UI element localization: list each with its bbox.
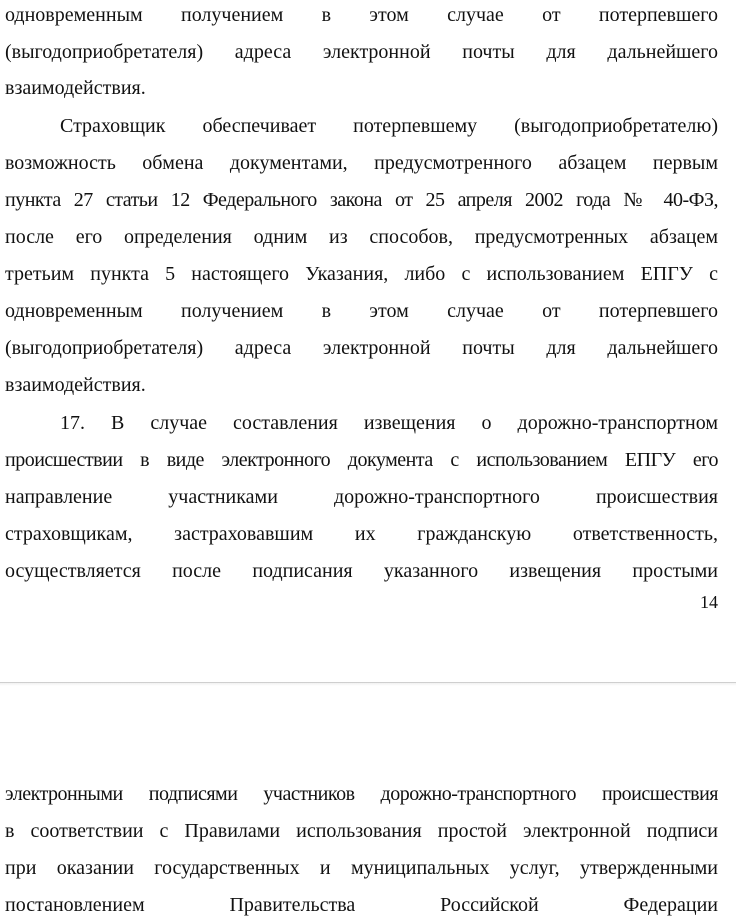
paragraph-first-line: Страховщик обеспечивает потерпевшему (выгодоприобретателю) bbox=[60, 115, 718, 137]
text-line: осуществляется после подписания указанного извещения простыми bbox=[5, 560, 718, 582]
text-line: происшествии в виде электронного документа с использованием ЕПГУ его bbox=[5, 449, 718, 471]
document-page-bottom bbox=[0, 686, 736, 921]
text-line: одновременным получением в этом случае от потерпевшего bbox=[5, 4, 718, 26]
text-line: в соответствии с Правилами использования простой электронной подписи bbox=[5, 820, 718, 842]
text-line: взаимодействия. bbox=[5, 77, 146, 99]
text-line: электронными подписями участников дорожно-транспортного происшествия bbox=[5, 783, 718, 805]
text-line: одновременным получением в этом случае от потерпевшего bbox=[5, 300, 718, 322]
text-line: возможность обмена документами, предусмотренного абзацем первым bbox=[5, 152, 718, 174]
text-line: страховщикам, застраховавшим их гражданскую ответственность, bbox=[5, 523, 718, 545]
text-line: направление участниками дорожно-транспортного происшествия bbox=[5, 486, 718, 508]
text-line: при оказании государственных и муниципальных услуг, утвержденными bbox=[5, 857, 718, 879]
text-line: третьим пункта 5 настоящего Указания, либо с использованием ЕПГУ с bbox=[5, 263, 718, 285]
text-line: (выгодоприобретателя) адреса электронной почты для дальнейшего bbox=[5, 337, 718, 359]
page-break-divider bbox=[0, 672, 736, 686]
paragraph-first-line: 17. В случае составления извещения о дорожно-транспортном bbox=[60, 412, 718, 434]
page-number: 14 bbox=[700, 592, 718, 612]
text-line: после его определения одним из способов, предусмотренных абзацем bbox=[5, 226, 718, 248]
text-line: (выгодоприобретателя) адреса электронной почты для дальнейшего bbox=[5, 41, 718, 63]
text-line: пункта 27 статьи 12 Федерального закона от 25 апреля 2002 года № 40-ФЗ, bbox=[5, 189, 718, 211]
text-line: взаимодействия. bbox=[5, 374, 146, 396]
text-line: постановлением Правительства Российской Федерации bbox=[5, 894, 718, 916]
